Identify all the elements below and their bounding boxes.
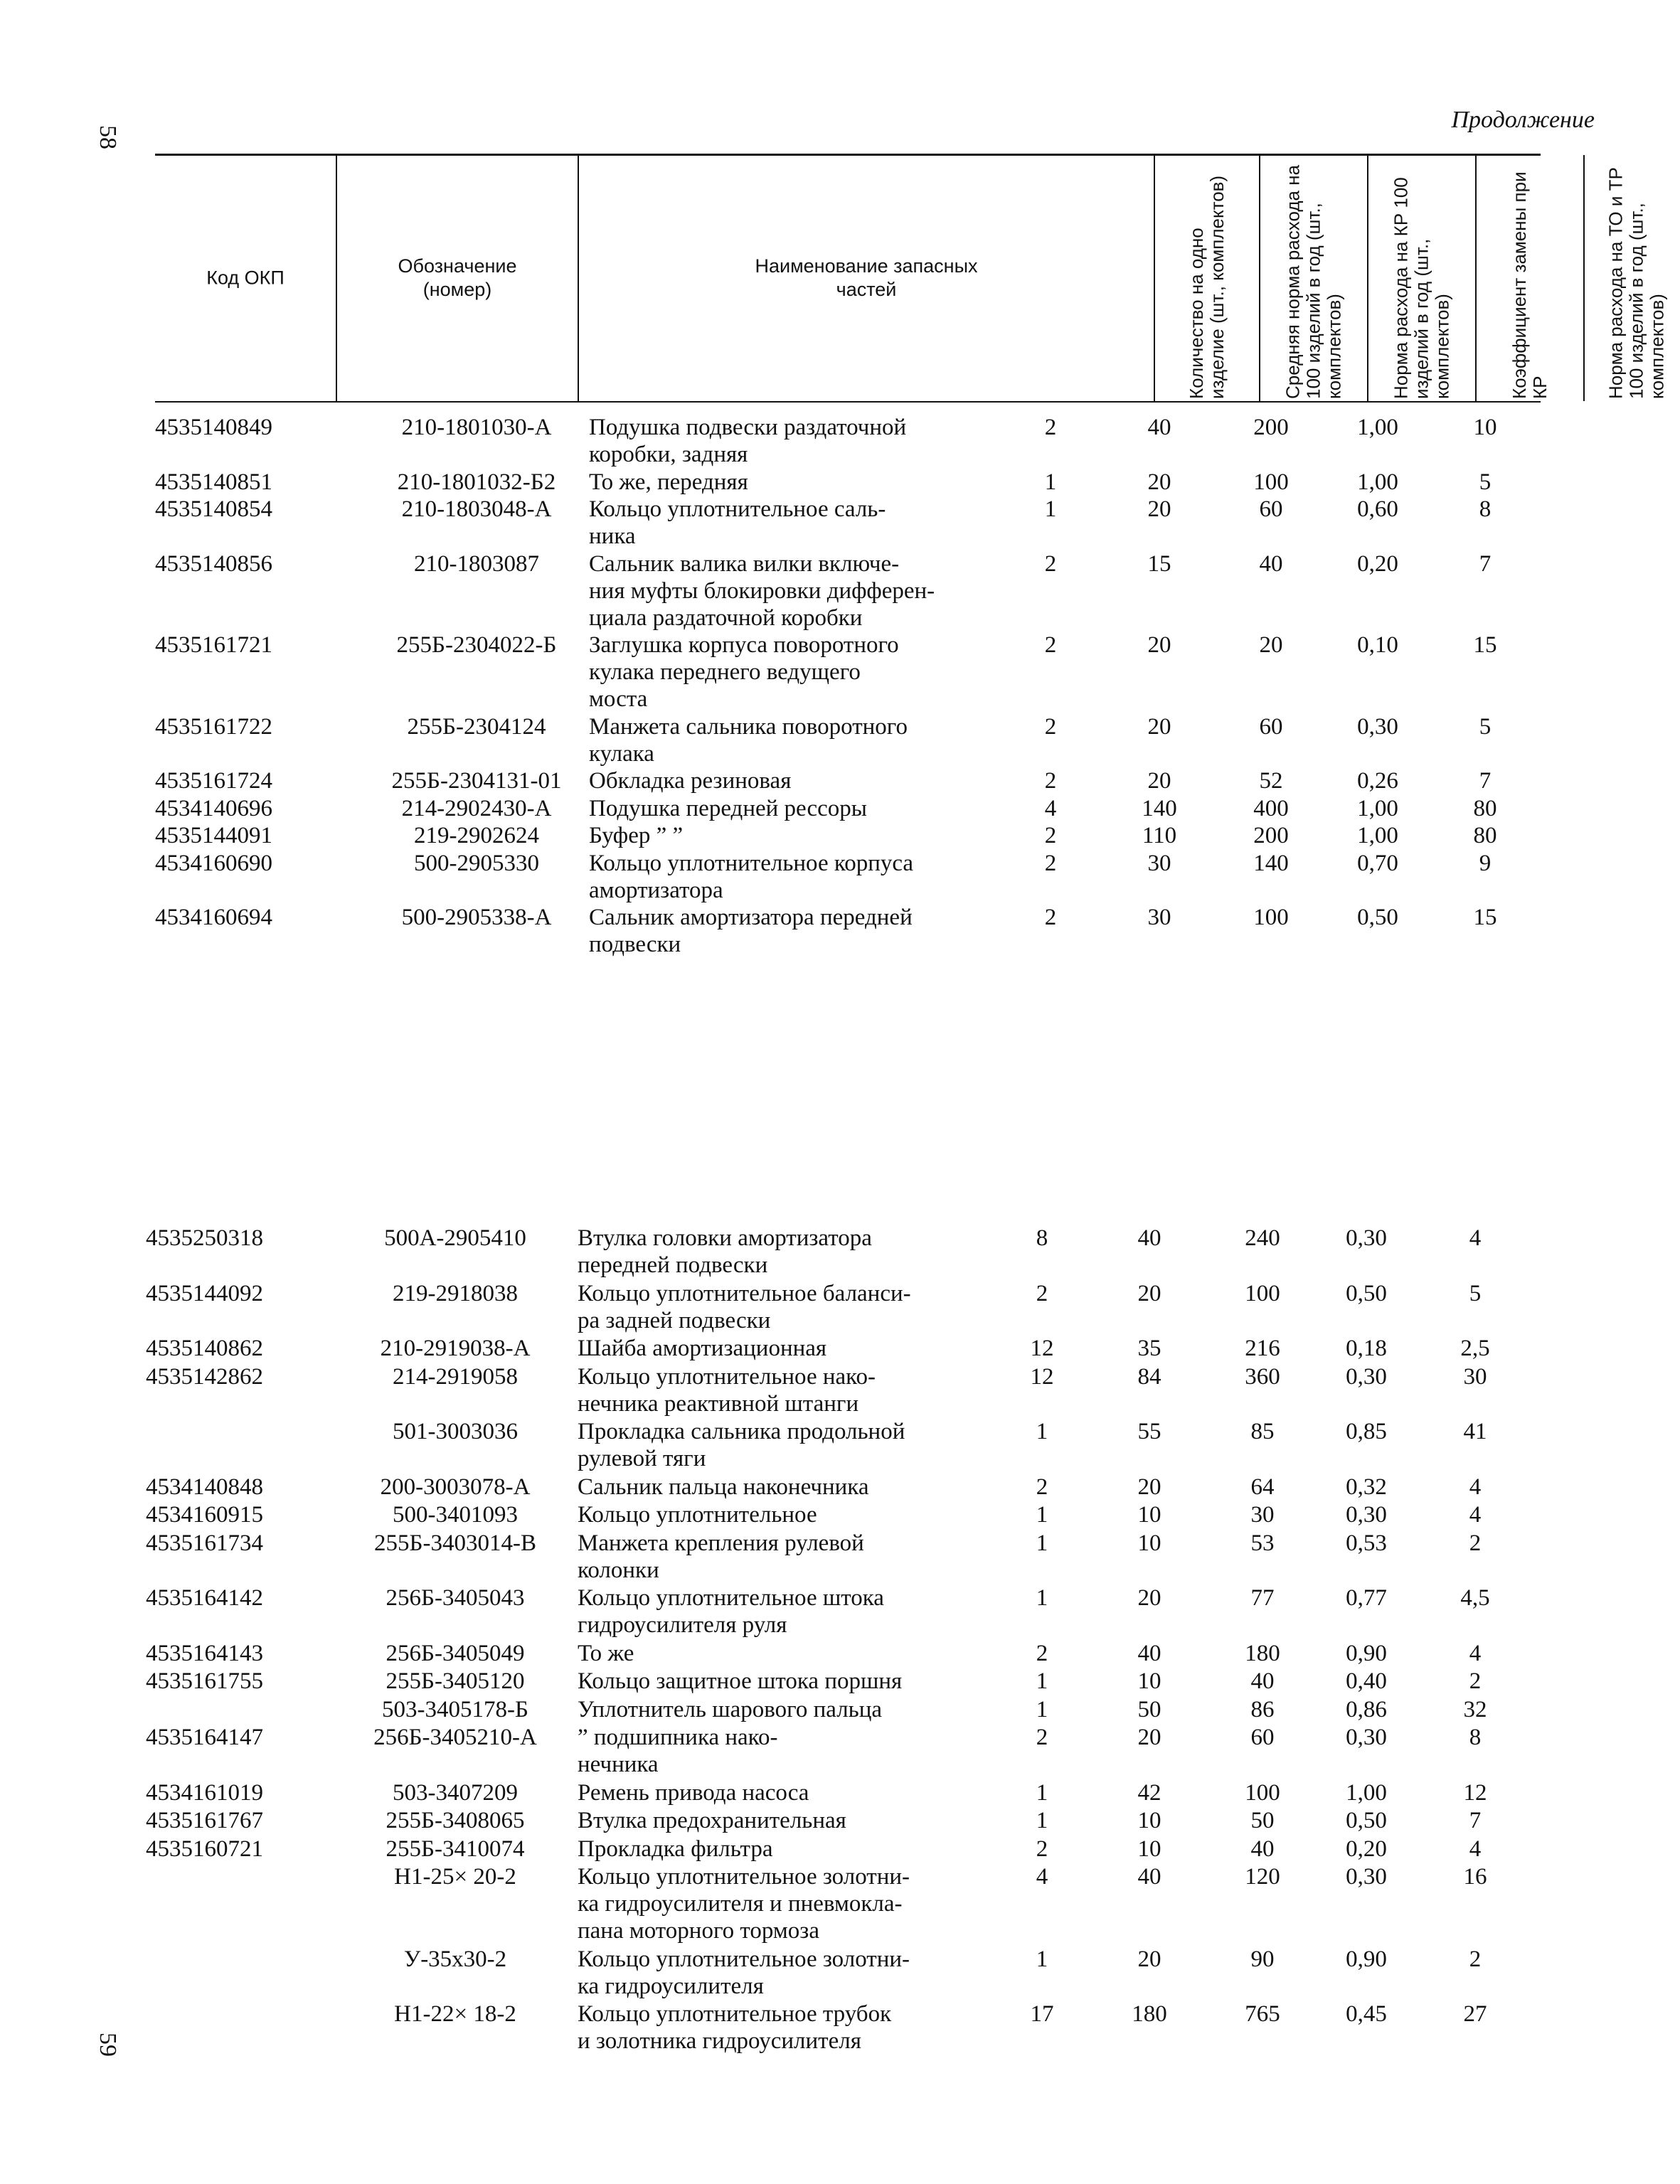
header-code-cell xyxy=(155,155,336,401)
table-row xyxy=(0,1946,1680,2000)
kr-norm: 85 xyxy=(1250,1419,1275,1444)
header-coef: Коэффициент замены при КР xyxy=(1509,171,1551,399)
kr-norm: 50 xyxy=(1250,1808,1275,1833)
qty-per-unit: 2 xyxy=(1044,713,1057,740)
okp-code: 4534160915 xyxy=(146,1502,263,1528)
replace-coef: 0,86 xyxy=(1346,1696,1387,1722)
qty-per-unit: 2 xyxy=(1036,1836,1048,1862)
kr-norm: 100 xyxy=(1245,1779,1280,1806)
okp-code: 4535164147 xyxy=(146,1725,263,1750)
avg-norm: 84 xyxy=(1137,1363,1161,1390)
kr-norm: 240 xyxy=(1245,1225,1280,1251)
part-number: Н1-22× 18-2 xyxy=(394,2001,516,2027)
to-norm: 12 xyxy=(1463,1779,1487,1806)
kr-norm: 90 xyxy=(1250,1946,1275,1972)
replace-coef: 0,85 xyxy=(1346,1419,1387,1444)
part-number: 500А-2905410 xyxy=(384,1225,526,1251)
part-name: Втулка головки амортизатора передней подвески xyxy=(578,1225,872,1278)
part-name: Манжета сальника поворотного кулака xyxy=(589,713,908,767)
part-number: 500-2905338-А xyxy=(401,905,552,930)
replace-coef: 0,26 xyxy=(1357,768,1398,794)
avg-norm: 15 xyxy=(1147,550,1171,577)
header-qty-cell xyxy=(1154,155,1259,401)
okp-code: 4535161767 xyxy=(146,1808,263,1833)
part-number: 500-2905330 xyxy=(414,850,539,876)
part-name: Ремень привода насоса xyxy=(578,1779,809,1806)
part-name: Обкладка резиновая xyxy=(589,768,792,794)
replace-coef: 0,50 xyxy=(1357,905,1398,930)
to-norm: 10 xyxy=(1473,415,1497,440)
avg-norm: 40 xyxy=(1137,1225,1161,1251)
replace-coef: 0,30 xyxy=(1346,1725,1387,1750)
qty-per-unit: 2 xyxy=(1044,550,1057,577)
avg-norm: 10 xyxy=(1137,1502,1161,1528)
header-name-cell xyxy=(578,155,1154,401)
avg-norm: 20 xyxy=(1137,1946,1161,1972)
part-name: Кольцо уплотнительное нако- нечника реактивной штанги xyxy=(578,1363,876,1417)
to-norm: 4,5 xyxy=(1460,1585,1490,1611)
kr-norm: 216 xyxy=(1245,1336,1280,1361)
part-number: 503-3407209 xyxy=(393,1779,518,1806)
kr-norm: 86 xyxy=(1250,1696,1275,1722)
to-norm: 4 xyxy=(1469,1225,1482,1251)
qty-per-unit: 2 xyxy=(1044,415,1057,440)
replace-coef: 0,40 xyxy=(1346,1668,1387,1694)
avg-norm: 20 xyxy=(1147,496,1171,522)
part-name: То же xyxy=(578,1640,634,1666)
to-norm: 8 xyxy=(1469,1725,1482,1750)
table-row xyxy=(0,1863,1680,1944)
replace-coef: 1,00 xyxy=(1357,415,1398,440)
replace-coef: 0,30 xyxy=(1346,1363,1387,1390)
part-number: 210-1801030-А xyxy=(401,415,552,440)
kr-norm: 140 xyxy=(1253,850,1289,876)
to-norm: 2 xyxy=(1469,1946,1482,1972)
part-number: 210-1801032-Б2 xyxy=(397,469,556,495)
qty-per-unit: 1 xyxy=(1036,1502,1048,1528)
table-row xyxy=(0,1668,1680,1695)
replace-coef: 0,45 xyxy=(1346,2001,1387,2027)
avg-norm: 35 xyxy=(1137,1336,1161,1361)
part-name: Заглушка корпуса поворотного кулака переднего ведущего моста xyxy=(589,632,899,712)
part-number: 219-2902624 xyxy=(414,823,539,848)
table-row xyxy=(0,1584,1680,1639)
kr-norm: 200 xyxy=(1253,415,1289,440)
kr-norm: 60 xyxy=(1250,1725,1275,1750)
part-number: 256Б-3405049 xyxy=(386,1640,525,1666)
kr-norm: 200 xyxy=(1253,823,1289,848)
avg-norm: 40 xyxy=(1137,1640,1161,1666)
to-norm: 5 xyxy=(1479,469,1492,495)
avg-norm: 20 xyxy=(1147,713,1171,740)
okp-code: 4535140856 xyxy=(155,550,272,577)
avg-norm: 10 xyxy=(1137,1808,1161,1833)
to-norm: 80 xyxy=(1473,795,1497,821)
replace-coef: 0,70 xyxy=(1357,850,1398,876)
part-name: Кольцо уплотнительное саль- ника xyxy=(589,496,886,549)
part-name: Прокладка фильтра xyxy=(578,1836,773,1862)
to-norm: 8 xyxy=(1479,496,1492,522)
to-norm: 27 xyxy=(1463,2001,1487,2027)
to-norm: 5 xyxy=(1479,713,1492,740)
avg-norm: 140 xyxy=(1142,795,1177,821)
okp-code: 4534140696 xyxy=(155,795,272,821)
okp-code: 4535161755 xyxy=(146,1668,263,1694)
avg-norm: 40 xyxy=(1137,1864,1161,1890)
kr-norm: 77 xyxy=(1250,1585,1275,1611)
part-name: Подушка передней рессоры xyxy=(589,795,867,821)
header-kr-cell xyxy=(1367,155,1475,401)
avg-norm: 30 xyxy=(1147,905,1171,930)
avg-norm: 20 xyxy=(1147,469,1171,495)
table-row xyxy=(0,632,1680,713)
kr-norm: 400 xyxy=(1253,795,1289,821)
kr-norm: 40 xyxy=(1259,550,1283,577)
to-norm: 30 xyxy=(1463,1363,1487,1390)
header-avg-norm: Средняя норма расхода на 100 изделий в год (шт., комплектов) xyxy=(1282,164,1345,399)
qty-per-unit: 4 xyxy=(1036,1864,1048,1890)
qty-per-unit: 2 xyxy=(1036,1725,1048,1750)
replace-coef: 0,77 xyxy=(1346,1585,1387,1611)
avg-norm: 20 xyxy=(1147,632,1171,658)
replace-coef: 0,20 xyxy=(1357,550,1398,577)
header-bottom-rule xyxy=(155,401,1541,403)
kr-norm: 64 xyxy=(1250,1474,1275,1500)
qty-per-unit: 12 xyxy=(1030,1336,1054,1361)
part-number: 255Б-2304131-01 xyxy=(391,768,562,794)
to-norm: 16 xyxy=(1463,1864,1487,1890)
part-number: 210-1803048-А xyxy=(401,496,552,522)
kr-norm: 60 xyxy=(1259,713,1283,740)
to-norm: 2,5 xyxy=(1460,1336,1490,1361)
to-norm: 4 xyxy=(1469,1474,1482,1500)
to-norm: 7 xyxy=(1479,768,1492,794)
avg-norm: 180 xyxy=(1132,2001,1167,2027)
okp-code: 4535140862 xyxy=(146,1336,263,1361)
replace-coef: 0,53 xyxy=(1346,1530,1387,1556)
part-number: 256Б-3405043 xyxy=(386,1585,525,1611)
part-number: 255Б-2304022-Б xyxy=(396,632,557,658)
header-to-cell xyxy=(1583,155,1680,401)
replace-coef: 1,00 xyxy=(1346,1779,1387,1806)
table-row xyxy=(0,550,1680,632)
part-number: 255Б-3408065 xyxy=(386,1808,525,1833)
replace-coef: 0,30 xyxy=(1346,1502,1387,1528)
okp-code: 4535250318 xyxy=(146,1225,263,1251)
qty-per-unit: 17 xyxy=(1030,2001,1054,2027)
table-row xyxy=(0,1696,1680,1723)
avg-norm: 110 xyxy=(1142,823,1177,848)
part-name: Кольцо уплотнительное корпуса амортизатора xyxy=(589,850,914,903)
qty-per-unit: 12 xyxy=(1030,1363,1054,1390)
okp-code: 4534160690 xyxy=(155,850,272,876)
okp-code: 4534140848 xyxy=(146,1474,263,1500)
kr-norm: 180 xyxy=(1245,1640,1280,1666)
to-norm: 4 xyxy=(1469,1836,1482,1862)
table-row xyxy=(0,414,1680,468)
okp-code: 4535161724 xyxy=(155,768,272,794)
part-number: 501-3003036 xyxy=(393,1419,518,1444)
replace-coef: 1,00 xyxy=(1357,823,1398,848)
table-row xyxy=(0,496,1680,550)
header-to-norm: Норма расхода на ТО и ТР 100 изделий в год (шт., комплектов) xyxy=(1605,167,1668,399)
part-name: Уплотнитель шарового пальца xyxy=(578,1696,883,1722)
kr-norm: 52 xyxy=(1259,768,1283,794)
qty-per-unit: 1 xyxy=(1036,1530,1048,1556)
part-name: Кольцо уплотнительное золотни- ка гидроусилителя xyxy=(578,1946,910,1999)
table-row xyxy=(0,1640,1680,1667)
part-name: Кольцо уплотнительное золотни- ка гидроусилителя и пневмокла- пана моторного тормоза xyxy=(578,1864,910,1944)
part-number: 256Б-3405210-А xyxy=(373,1725,537,1750)
to-norm: 41 xyxy=(1463,1419,1487,1444)
header-avg-cell xyxy=(1259,155,1367,401)
okp-code: 4535140851 xyxy=(155,469,272,495)
okp-code: 4534160694 xyxy=(155,905,272,930)
avg-norm: 30 xyxy=(1147,850,1171,876)
okp-code: 4535161721 xyxy=(155,632,272,658)
kr-norm: 60 xyxy=(1259,496,1283,522)
part-name: Кольцо уплотнительное трубок и золотника гидроусилителя xyxy=(578,2001,892,2054)
to-norm: 7 xyxy=(1469,1808,1482,1833)
table-row xyxy=(0,822,1680,849)
page-number-bottom: 59 xyxy=(95,2033,121,2057)
part-name: Манжета крепления рулевой колонки xyxy=(578,1530,864,1583)
to-norm: 4 xyxy=(1469,1502,1482,1528)
okp-code: 4535144091 xyxy=(155,823,272,848)
qty-per-unit: 2 xyxy=(1044,850,1057,876)
to-norm: 4 xyxy=(1469,1640,1482,1666)
okp-code: 4535161734 xyxy=(146,1530,263,1556)
kr-norm: 100 xyxy=(1245,1280,1280,1306)
kr-norm: 40 xyxy=(1250,1836,1275,1862)
header-kr-norm: Норма расхода на КР 100 изделий в год (шт., комплектов) xyxy=(1390,177,1453,399)
header-designation: Обозначение (номер) xyxy=(398,255,517,300)
part-name: Кольцо уплотнительное xyxy=(578,1502,817,1528)
continuation-label: Продолжение xyxy=(1451,107,1595,133)
replace-coef: 0,90 xyxy=(1346,1640,1387,1666)
kr-norm: 20 xyxy=(1259,632,1283,658)
part-number: 214-2902430-А xyxy=(401,795,552,821)
replace-coef: 0,30 xyxy=(1346,1864,1387,1890)
qty-per-unit: 2 xyxy=(1044,905,1057,930)
table-row xyxy=(0,767,1680,794)
table-row xyxy=(0,469,1680,496)
replace-coef: 0,10 xyxy=(1357,632,1398,658)
part-name: Сальник пальца наконечника xyxy=(578,1474,869,1500)
replace-coef: 1,00 xyxy=(1357,795,1398,821)
part-name: Буфер ” ” xyxy=(589,823,684,848)
part-name: Кольцо уплотнительное баланси- ра задней подвески xyxy=(578,1280,911,1333)
part-number: 214-2919058 xyxy=(393,1363,518,1390)
header-coef-cell xyxy=(1475,155,1583,401)
kr-norm: 360 xyxy=(1245,1363,1280,1390)
avg-norm: 50 xyxy=(1137,1696,1161,1722)
kr-norm: 120 xyxy=(1245,1864,1280,1890)
page-number-top: 58 xyxy=(95,125,121,149)
to-norm: 2 xyxy=(1469,1668,1482,1694)
qty-per-unit: 2 xyxy=(1044,823,1057,848)
part-number: 200-3003078-А xyxy=(380,1474,531,1500)
avg-norm: 10 xyxy=(1137,1530,1161,1556)
replace-coef: 1,00 xyxy=(1357,469,1398,495)
header-designation-cell xyxy=(336,155,578,401)
part-name: Кольцо уплотнительное штока гидроусилителя руля xyxy=(578,1585,884,1638)
table-row xyxy=(0,1501,1680,1528)
table-row xyxy=(0,1836,1680,1863)
qty-per-unit: 2 xyxy=(1044,632,1057,658)
avg-norm: 10 xyxy=(1137,1836,1161,1862)
to-norm: 7 xyxy=(1479,550,1492,577)
part-name: ” подшипника нако- нечника xyxy=(578,1725,778,1777)
avg-norm: 20 xyxy=(1137,1280,1161,1306)
qty-per-unit: 8 xyxy=(1036,1225,1048,1251)
kr-norm: 765 xyxy=(1245,2001,1280,2027)
okp-code: 4535142862 xyxy=(146,1363,263,1390)
qty-per-unit: 1 xyxy=(1036,1779,1048,1806)
part-number: 210-2919038-А xyxy=(380,1336,531,1361)
okp-code: 4535140849 xyxy=(155,415,272,440)
to-norm: 15 xyxy=(1473,905,1497,930)
qty-per-unit: 2 xyxy=(1036,1280,1048,1306)
avg-norm: 40 xyxy=(1147,415,1171,440)
part-number: 210-1803087 xyxy=(414,550,539,577)
table-row xyxy=(0,713,1680,767)
to-norm: 80 xyxy=(1473,823,1497,848)
kr-norm: 40 xyxy=(1250,1668,1275,1694)
replace-coef: 0,50 xyxy=(1346,1808,1387,1833)
table-row xyxy=(0,1335,1680,1362)
header-code: Код ОКП xyxy=(206,267,285,289)
table-header xyxy=(155,155,1668,401)
replace-coef: 0,90 xyxy=(1346,1946,1387,1972)
part-number: У-35х30-2 xyxy=(403,1946,507,1972)
to-norm: 15 xyxy=(1473,632,1497,658)
part-name: Прокладка сальника продольной рулевой тяги xyxy=(578,1419,905,1471)
qty-per-unit: 2 xyxy=(1036,1474,1048,1500)
table-row xyxy=(0,1363,1680,1417)
replace-coef: 0,20 xyxy=(1346,1836,1387,1862)
qty-per-unit: 1 xyxy=(1036,1668,1048,1694)
part-name: Шайба амортизационная xyxy=(578,1336,827,1361)
replace-coef: 0,18 xyxy=(1346,1336,1387,1361)
header-name: Наименование запасных частей xyxy=(755,255,978,300)
avg-norm: 42 xyxy=(1137,1779,1161,1806)
kr-norm: 53 xyxy=(1250,1530,1275,1556)
avg-norm: 20 xyxy=(1137,1585,1161,1611)
kr-norm: 100 xyxy=(1253,469,1289,495)
qty-per-unit: 1 xyxy=(1044,496,1057,522)
replace-coef: 0,30 xyxy=(1357,713,1398,740)
part-name: Кольцо защитное штока поршня xyxy=(578,1668,903,1694)
to-norm: 5 xyxy=(1469,1280,1482,1306)
table-row xyxy=(0,1418,1680,1472)
kr-norm: 30 xyxy=(1250,1502,1275,1528)
avg-norm: 20 xyxy=(1137,1725,1161,1750)
qty-per-unit: 1 xyxy=(1036,1696,1048,1722)
kr-norm: 100 xyxy=(1253,905,1289,930)
qty-per-unit: 1 xyxy=(1036,1585,1048,1611)
qty-per-unit: 2 xyxy=(1036,1640,1048,1666)
okp-code: 4535144092 xyxy=(146,1280,263,1306)
table-row xyxy=(0,1779,1680,1806)
part-number: 255Б-3405120 xyxy=(386,1668,525,1694)
part-name: Сальник амортизатора передней подвески xyxy=(589,905,913,957)
replace-coef: 0,60 xyxy=(1357,496,1398,522)
part-number: 500-3401093 xyxy=(393,1502,518,1528)
qty-per-unit: 1 xyxy=(1036,1419,1048,1444)
replace-coef: 0,32 xyxy=(1346,1474,1387,1500)
part-name: Втулка предохранительная xyxy=(578,1808,846,1833)
table-row xyxy=(0,904,1680,958)
to-norm: 32 xyxy=(1463,1696,1487,1722)
part-number: 255Б-2304124 xyxy=(407,713,546,740)
qty-per-unit: 4 xyxy=(1044,795,1057,821)
table-row xyxy=(0,1280,1680,1334)
replace-coef: 0,50 xyxy=(1346,1280,1387,1306)
qty-per-unit: 1 xyxy=(1036,1946,1048,1972)
table-row xyxy=(0,2001,1680,2055)
part-name: То же, передняя xyxy=(589,469,748,495)
part-number: 219-2918038 xyxy=(393,1280,518,1306)
qty-per-unit: 2 xyxy=(1044,768,1057,794)
avg-norm: 10 xyxy=(1137,1668,1161,1694)
part-number: Н1-25× 20-2 xyxy=(394,1864,516,1890)
replace-coef: 0,30 xyxy=(1346,1225,1387,1251)
table-row xyxy=(0,1530,1680,1584)
table-row xyxy=(0,1225,1680,1279)
to-norm: 9 xyxy=(1479,850,1492,876)
okp-code: 4535161722 xyxy=(155,713,272,740)
avg-norm: 20 xyxy=(1137,1474,1161,1500)
header-qty: Количество на одно изделие (шт., комплектов) xyxy=(1186,175,1228,399)
qty-per-unit: 1 xyxy=(1036,1808,1048,1833)
avg-norm: 20 xyxy=(1147,768,1171,794)
table-row xyxy=(0,1474,1680,1501)
table-row xyxy=(0,1724,1680,1778)
okp-code: 4535160721 xyxy=(146,1836,263,1862)
okp-code: 4535164142 xyxy=(146,1585,263,1611)
okp-code: 4535164143 xyxy=(146,1640,263,1666)
qty-per-unit: 1 xyxy=(1044,469,1057,495)
avg-norm: 55 xyxy=(1137,1419,1161,1444)
to-norm: 2 xyxy=(1469,1530,1482,1556)
part-number: 255Б-3403014-В xyxy=(374,1530,536,1556)
part-number: 255Б-3410074 xyxy=(386,1836,525,1862)
table-row xyxy=(0,795,1680,822)
part-number: 503-3405178-Б xyxy=(382,1696,528,1722)
okp-code: 4535140854 xyxy=(155,496,272,522)
table-row xyxy=(0,1807,1680,1834)
table-row xyxy=(0,850,1680,904)
okp-code: 4534161019 xyxy=(146,1779,263,1806)
part-name: Сальник валика вилки включе- ния муфты блокировки дифферен- циала раздаточной коробки xyxy=(589,550,935,631)
part-name: Подушка подвески раздаточной коробки, задняя xyxy=(589,415,907,467)
